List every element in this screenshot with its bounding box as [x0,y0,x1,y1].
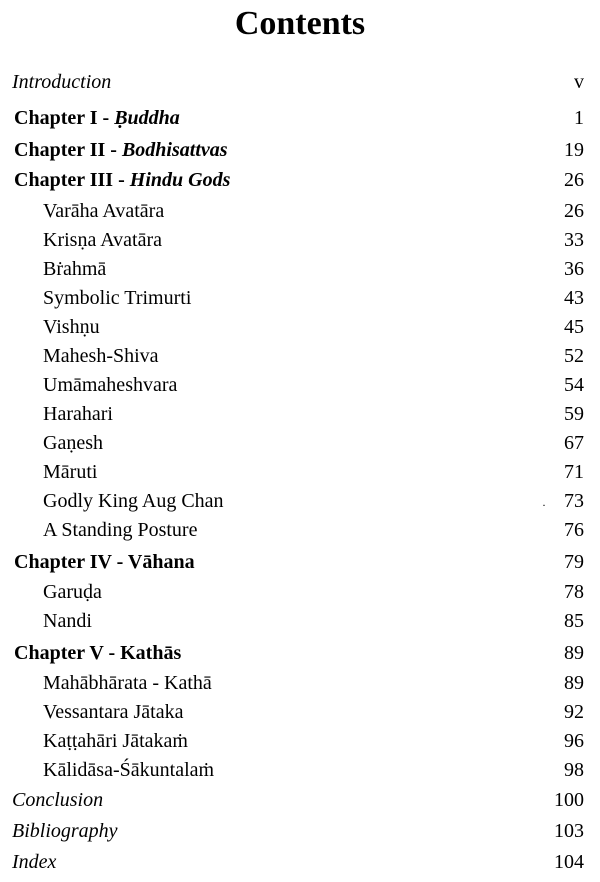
toc-page-number: 36 [564,258,584,280]
chapter-prefix: Chapter II - [14,139,122,161]
toc-entry-trimurti[interactable] [0,284,600,313]
toc-page-number: 26 [564,200,584,222]
toc-entry-brahma[interactable] [0,255,600,284]
toc-page-number: 73 [564,490,584,512]
toc-entry-ganesh[interactable] [0,429,600,458]
toc-page-number: 67 [564,432,584,454]
toc-page-number: 54 [564,374,584,396]
toc-entry-varaha[interactable] [0,197,600,226]
toc-entry-label: Gaṇesh [43,432,103,454]
toc-page-number: 45 [564,316,584,338]
toc-entry-label: Kaṭṭahāri Jātakaṁ [43,730,188,752]
toc-page-number: 26 [564,169,584,191]
toc-entry-label: Umāmaheshvara [43,374,178,396]
toc-page-number: 33 [564,229,584,251]
toc-entry-label: Māruti [43,461,98,483]
toc-entry-label: Introduction [12,71,112,93]
toc-entry-label: Mahesh-Shiva [43,345,159,367]
toc-entry-conclusion[interactable] [0,786,600,815]
chapter-prefix: Chapter I - [14,107,115,129]
toc-entry-umamaheshvara[interactable] [0,371,600,400]
toc-page-number: 89 [564,672,584,694]
toc-entry-vishnu[interactable] [0,313,600,342]
toc-page-number: 78 [564,581,584,603]
toc-entry-label: Symbolic Trimurti [43,287,192,309]
toc-page-number: 85 [564,610,584,632]
toc-page-number: 43 [564,287,584,309]
toc-entry-label: Nandi [43,610,92,632]
print-speck-icon: · [542,498,546,512]
toc-entry-label: Conclusion [12,789,104,811]
toc-entry-garuda[interactable] [0,578,600,607]
toc-entry-kalidasa[interactable] [0,756,600,785]
toc-chapter-2[interactable] [0,136,600,165]
toc-entry-mahabharata[interactable] [0,669,600,698]
toc-page-number: 79 [564,551,584,573]
toc-entry-maruti[interactable] [0,458,600,487]
toc-entry-label [14,104,180,133]
toc-page-number: 96 [564,730,584,752]
toc-entry-vessantara[interactable] [0,698,600,727]
toc-entry-label: Mahābhārata - Kathā [43,672,212,694]
chapter-title: Bodhisattvas [121,139,228,161]
toc-chapter-1[interactable] [0,104,600,133]
toc-entry-label: Kālidāsa-Śākuntalaṁ [43,759,215,781]
toc-entry-label: Bṙahmā [43,258,107,280]
toc-page-number: 103 [554,820,584,842]
toc-entry-label: Chapter IV - Vāhana [14,551,195,573]
toc-entry-label: Vishṇu [43,316,100,338]
toc-entry-label [14,166,230,195]
toc-page-number: 100 [554,789,584,811]
toc-page-number: 59 [564,403,584,425]
toc-entry-label: Bibliography [12,820,118,842]
toc-page-number: 71 [564,461,584,483]
toc-entry-label: Godly King Aug Chan [43,490,224,512]
toc-entry-bibliography[interactable] [0,817,600,846]
toc-entry-introduction[interactable] [0,68,600,97]
toc-entry-label: Index [12,851,57,873]
chapter-title: Hindu Gods [129,169,231,191]
toc-page-number: 76 [564,519,584,541]
chapter-prefix: Chapter III - [14,169,130,191]
page-title: Contents [234,5,366,42]
toc-page-number: 92 [564,701,584,723]
toc-entry-nandi[interactable] [0,607,600,636]
toc-entry-standing[interactable] [0,516,600,545]
toc-entry-label: Chapter V - Kathās [14,642,182,664]
toc-entry-label: Harahari [43,403,113,425]
toc-page-number: 19 [564,139,584,161]
toc-entry-harahari[interactable] [0,400,600,429]
chapter-title: Ḅuddha [114,107,180,129]
toc-entry-label: Vessantara Jātaka [43,701,184,723]
toc-page-number: v [574,71,584,93]
toc-page-number: 1 [574,107,584,129]
toc-entry-label: Varāha Avatāra [43,200,165,222]
toc-page-number: 104 [554,851,584,873]
toc-entry-label: Garuḍa [43,581,102,603]
toc-page-number: 89 [564,642,584,664]
toc-page-number: 98 [564,759,584,781]
toc-entry-index[interactable] [0,848,600,877]
toc-chapter-3[interactable] [0,166,600,195]
toc-chapter-5[interactable] [0,639,600,668]
toc-entry-label: A Standing Posture [43,519,198,541]
toc-entry-label [14,136,228,165]
toc-entry-augchan[interactable] [0,487,600,516]
toc-chapter-4[interactable] [0,548,600,577]
toc-page-number: 52 [564,345,584,367]
toc-entry-label: Krisṇa Avatāra [43,229,163,251]
toc-entry-shiva[interactable] [0,342,600,371]
toc-entry-kattahari[interactable] [0,727,600,756]
toc-entry-krisna[interactable] [0,226,600,255]
